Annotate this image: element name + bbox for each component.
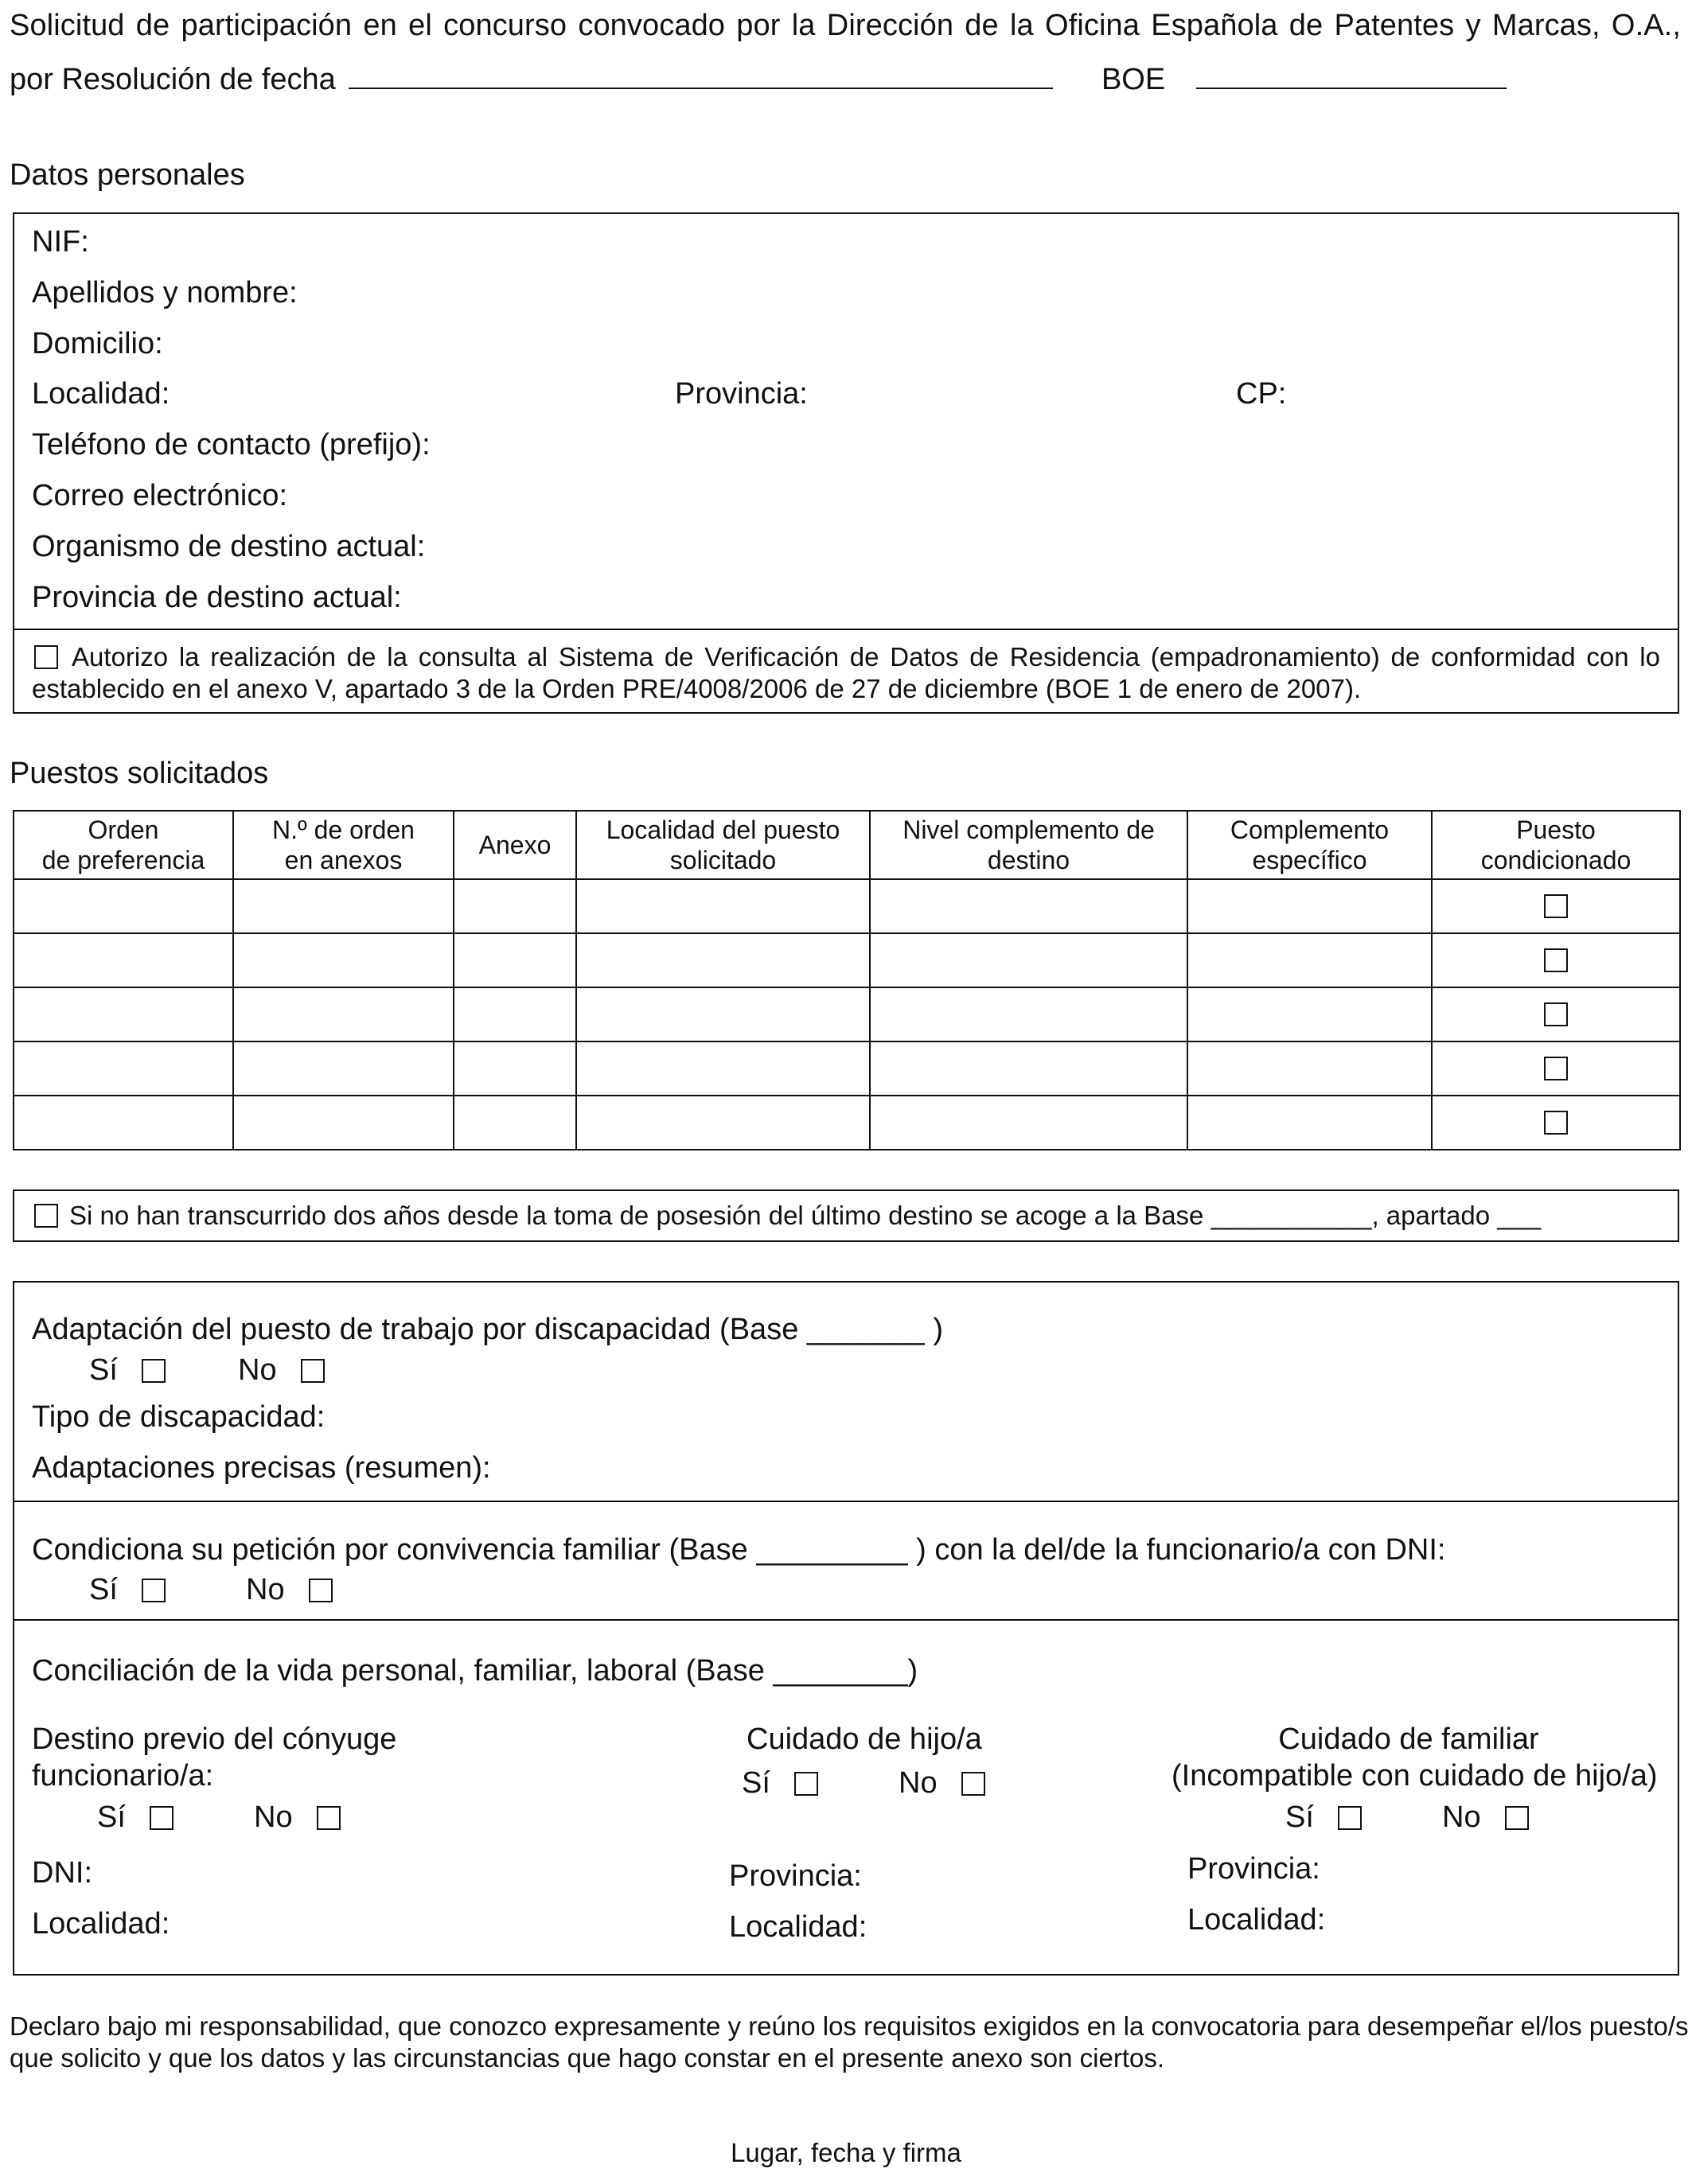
familiar-localidad-label: Localidad: bbox=[1187, 1903, 1326, 1937]
table-cell[interactable] bbox=[454, 879, 576, 933]
convivencia-title: Condiciona su petición por convivencia familiar (Base _________ ) con la del/de la funcionario/a con DNI: bbox=[32, 1533, 1446, 1567]
table-cell[interactable] bbox=[14, 1041, 233, 1096]
autorizo-line1: Autorizo la realización de la consulta al Sistema de Verificación de Datos de Residencia (empadronamiento) de conformidad con lo bbox=[72, 642, 1660, 672]
table-cell[interactable] bbox=[870, 1041, 1187, 1096]
table-cell[interactable] bbox=[233, 933, 454, 987]
table-cell[interactable] bbox=[233, 879, 454, 933]
section-title-datos-personales: Datos personales bbox=[10, 158, 245, 192]
familiar-label: Cuidado de familiar (Incompatible con cuidado de hijo/a) bbox=[1172, 1723, 1658, 1793]
table-cell[interactable] bbox=[454, 933, 576, 987]
puesto-condicionado-checkbox[interactable] bbox=[1544, 894, 1568, 918]
provincia-label: Provincia: bbox=[675, 377, 808, 411]
table-cell[interactable] bbox=[1432, 987, 1680, 1041]
puesto-condicionado-checkbox[interactable] bbox=[1544, 1002, 1568, 1026]
puesto-condicionado-checkbox[interactable] bbox=[1544, 948, 1568, 972]
divider bbox=[13, 1501, 1679, 1502]
provincia-destino-label: Provincia de destino actual: bbox=[32, 581, 402, 614]
table-cell[interactable] bbox=[233, 1096, 454, 1150]
hijo-label: Cuidado de hijo/a bbox=[747, 1723, 982, 1756]
table-row bbox=[14, 879, 1680, 933]
table-cell[interactable] bbox=[454, 987, 576, 1041]
table-cell[interactable] bbox=[870, 879, 1187, 933]
col-header-numero-orden: N.º de orden en anexos bbox=[233, 811, 454, 879]
fecha-resolucion-field[interactable] bbox=[349, 59, 1053, 89]
table-cell[interactable] bbox=[1187, 987, 1432, 1041]
nif-label: NIF: bbox=[32, 225, 89, 259]
dos-anos-checkbox[interactable] bbox=[34, 1204, 58, 1228]
divider bbox=[13, 1619, 1679, 1621]
convivencia-si-checkbox[interactable] bbox=[142, 1579, 166, 1602]
adaptacion-si-no: Sí No bbox=[89, 1353, 325, 1388]
table-cell[interactable] bbox=[870, 933, 1187, 987]
telefono-label: Teléfono de contacto (prefijo): bbox=[32, 428, 431, 461]
conyuge-si-no: Sí No bbox=[97, 1800, 341, 1835]
hijo-provincia-label: Provincia: bbox=[729, 1859, 862, 1893]
familiar-no-checkbox[interactable] bbox=[1505, 1806, 1529, 1830]
table-row bbox=[14, 987, 1680, 1041]
conyuge-si-checkbox[interactable] bbox=[150, 1806, 173, 1830]
col-header-orden: Orden de preferencia bbox=[14, 811, 233, 879]
table-cell[interactable] bbox=[1432, 879, 1680, 933]
adaptacion-si-checkbox[interactable] bbox=[142, 1359, 166, 1383]
conciliacion-title: Conciliación de la vida personal, familiar, laboral (Base ________) bbox=[32, 1654, 918, 1688]
section-title-puestos: Puestos solicitados bbox=[10, 757, 269, 790]
header-line2: por Resolución de fecha BOE bbox=[10, 59, 1507, 99]
convivencia-no-checkbox[interactable] bbox=[309, 1579, 333, 1602]
table-cell[interactable] bbox=[1187, 1096, 1432, 1150]
tipo-discapacidad-label: Tipo de discapacidad: bbox=[32, 1400, 326, 1434]
apellidos-label: Apellidos y nombre: bbox=[32, 276, 298, 309]
table-cell[interactable] bbox=[14, 987, 233, 1041]
table-cell[interactable] bbox=[233, 987, 454, 1041]
table-cell[interactable] bbox=[233, 1041, 454, 1096]
localidad-label: Localidad: bbox=[32, 377, 170, 411]
familiar-si-checkbox[interactable] bbox=[1338, 1806, 1362, 1830]
convivencia-si-no: Sí No bbox=[89, 1572, 333, 1607]
dos-anos-text: Si no han transcurrido dos años desde la toma de posesión del último destino se acoge a la Base ___________, apartado ___ bbox=[69, 1201, 1542, 1230]
conyuge-dni-label: DNI: bbox=[32, 1856, 92, 1890]
divider bbox=[13, 629, 1679, 630]
table-cell[interactable] bbox=[14, 879, 233, 933]
col-header-complemento: Complemento específico bbox=[1187, 811, 1432, 879]
table-cell[interactable] bbox=[1187, 879, 1432, 933]
table-cell[interactable] bbox=[1187, 933, 1432, 987]
col-header-anexo: Anexo bbox=[454, 811, 576, 879]
table-row bbox=[14, 1041, 1680, 1096]
conyuge-localidad-label: Localidad: bbox=[32, 1907, 170, 1941]
table-cell[interactable] bbox=[454, 1096, 576, 1150]
puesto-condicionado-checkbox[interactable] bbox=[1544, 1057, 1568, 1080]
table-cell[interactable] bbox=[1432, 933, 1680, 987]
table-header-row bbox=[14, 811, 1680, 879]
hijo-si-no: Sí No bbox=[742, 1765, 985, 1801]
table-cell[interactable] bbox=[576, 987, 870, 1041]
adaptaciones-label: Adaptaciones precisas (resumen): bbox=[32, 1451, 491, 1485]
table-cell[interactable] bbox=[1187, 1041, 1432, 1096]
col-header-localidad: Localidad del puesto solicitado bbox=[576, 811, 870, 879]
domicilio-label: Domicilio: bbox=[32, 327, 163, 360]
header-line1: Solicitud de participación en el concurso convocado por la Dirección de la Oficina Española de Patentes y Marcas, O.A., bbox=[10, 9, 1681, 42]
table-cell[interactable] bbox=[14, 1096, 233, 1150]
table-cell[interactable] bbox=[576, 879, 870, 933]
autorizo-line2: establecido en el anexo V, apartado 3 de la Orden PRE/4008/2006 de 27 de diciembre (BOE 1 de enero de 2007). bbox=[32, 674, 1362, 703]
table-cell[interactable] bbox=[1432, 1041, 1680, 1096]
conyuge-no-checkbox[interactable] bbox=[317, 1806, 341, 1830]
boe-field[interactable] bbox=[1196, 59, 1507, 89]
puesto-condicionado-checkbox[interactable] bbox=[1544, 1111, 1568, 1135]
hijo-no-checkbox[interactable] bbox=[961, 1772, 985, 1796]
firma-label: Lugar, fecha y firma bbox=[731, 2138, 961, 2167]
correo-label: Correo electrónico: bbox=[32, 479, 288, 512]
hijo-si-checkbox[interactable] bbox=[794, 1772, 818, 1796]
hijo-localidad-label: Localidad: bbox=[729, 1910, 867, 1944]
cp-label: CP: bbox=[1236, 377, 1287, 411]
table-cell[interactable] bbox=[1432, 1096, 1680, 1150]
table-cell[interactable] bbox=[576, 1041, 870, 1096]
table-cell[interactable] bbox=[576, 1096, 870, 1150]
table-cell[interactable] bbox=[870, 1096, 1187, 1150]
adaptacion-title: Adaptación del puesto de trabajo por discapacidad (Base _______ ) bbox=[32, 1313, 944, 1346]
conyuge-label: Destino previo del cónyuge funcionario/a: bbox=[32, 1723, 397, 1793]
col-header-condicionado: Puesto condicionado bbox=[1432, 811, 1680, 879]
puestos-table bbox=[13, 810, 1681, 1150]
organismo-label: Organismo de destino actual: bbox=[32, 530, 426, 563]
table-cell[interactable] bbox=[454, 1041, 576, 1096]
table-row bbox=[14, 1096, 1680, 1150]
table-row bbox=[14, 933, 1680, 987]
table-cell[interactable] bbox=[576, 933, 870, 987]
familiar-si-no: Sí No bbox=[1285, 1800, 1529, 1835]
adaptacion-no-checkbox[interactable] bbox=[301, 1359, 325, 1383]
familiar-provincia-label: Provincia: bbox=[1187, 1852, 1320, 1886]
col-header-nivel: Nivel complemento de destino bbox=[870, 811, 1187, 879]
declaro-line1: Declaro bajo mi responsabilidad, que conozco expresamente y reúno los requisitos exigidos en la convocatoria para desempeñar el/los puesto/s bbox=[10, 2011, 1689, 2041]
declaro-line2: que solicito y que los datos y las circunstancias que hago constar en el presente anexo son ciertos. bbox=[10, 2043, 1165, 2073]
table-cell[interactable] bbox=[870, 987, 1187, 1041]
table-cell[interactable] bbox=[14, 933, 233, 987]
